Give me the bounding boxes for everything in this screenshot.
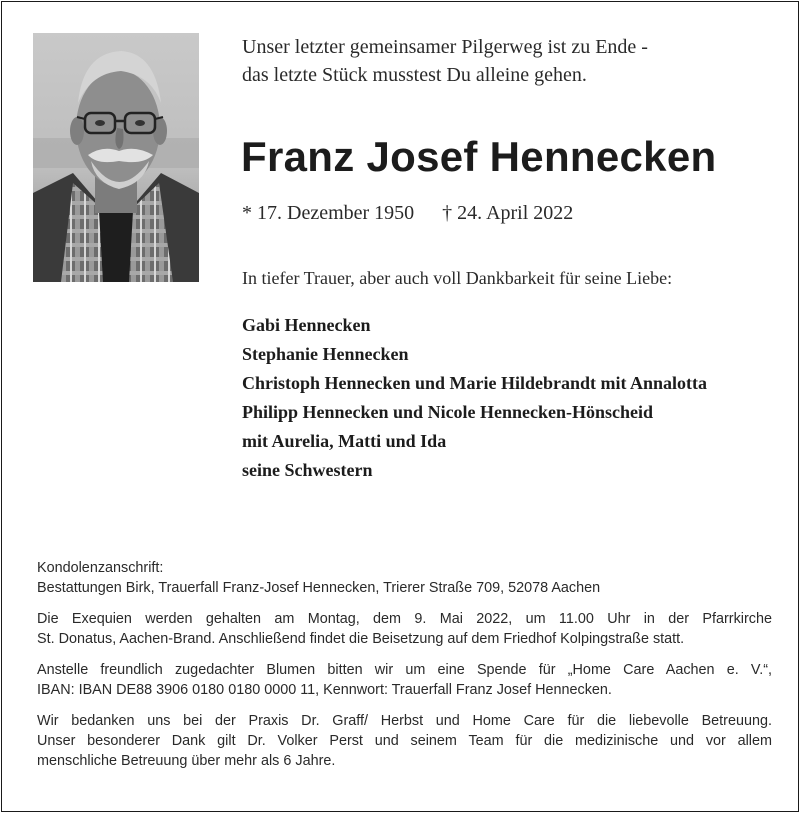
donation-section [37,660,772,700]
portrait-photo [33,33,199,282]
verse-line: das letzte Stück musstest Du alleine gehen. [242,64,587,86]
exequies-section [37,609,772,649]
deceased-name: Franz Josef Hennecken [241,133,717,180]
obituary-notice [1,1,799,812]
mourner-entry: mit Aurelia, Matti und Ida [242,431,447,451]
exequies-line: St. Donatus, Aachen-Brand. Anschließend findet die Beisetzung auf dem Friedhof Kolpingstraße statt. [37,631,685,647]
thanks-section [37,711,772,771]
life-dates [242,199,573,227]
condolence-section [37,558,772,598]
memorial-verse [242,33,782,89]
birth-date: * 17. Dezember 1950 [242,202,415,224]
mourner-entry: Stephanie Hennecken [242,344,409,364]
donation-line: Anstelle freundlich zugedachter Blumen bitten wir um eine Spende für „Home Care Aachen e. V.“, [37,662,772,678]
exequies-line: Die Exequien werden gehalten am Montag, dem 9. Mai 2022, um 11.00 Uhr in der Pfarrkirche [37,611,772,627]
thanks-line: Wir bedanken uns bei der Praxis Dr. Graff/ Herbst und Home Care für die liebevolle Betreuung. [37,713,772,729]
mourner-entry: Gabi Hennecken [242,315,371,335]
condolence-address: Bestattungen Birk, Trauerfall Franz-Josef Hennecken, Trierer Straße 709, 52078 Aachen [37,580,601,596]
mourner-entry: Christoph Hennecken und Marie Hildebrandt mit Annalotta [242,373,708,393]
condolence-label: Kondolenzanschrift: [37,560,164,576]
mourners-list [242,311,787,485]
death-date: † 24. April 2022 [442,202,574,224]
verse-line: Unser letzter gemeinsamer Pilgerweg ist zu Ende - [242,36,648,58]
funeral-details [37,558,772,782]
portrait-image [33,33,199,282]
thanks-line: Unser besonderer Dank gilt Dr. Volker Perst und seinem Team für die medizinische und vor allem [37,733,772,749]
thanks-line: menschliche Betreuung über mehr als 6 Jahre. [37,753,336,769]
mourning-line: In tiefer Trauer, aber auch voll Dankbarkeit für seine Liebe: [242,268,673,288]
donation-line: IBAN: IBAN DE88 3906 0180 0180 0000 11, Kennwort: Trauerfall Franz Josef Hennecken. [37,682,612,698]
mourner-entry: seine Schwestern [242,460,373,480]
mourner-entry: Philipp Hennecken und Nicole Hennecken-Hönscheid [242,402,654,422]
